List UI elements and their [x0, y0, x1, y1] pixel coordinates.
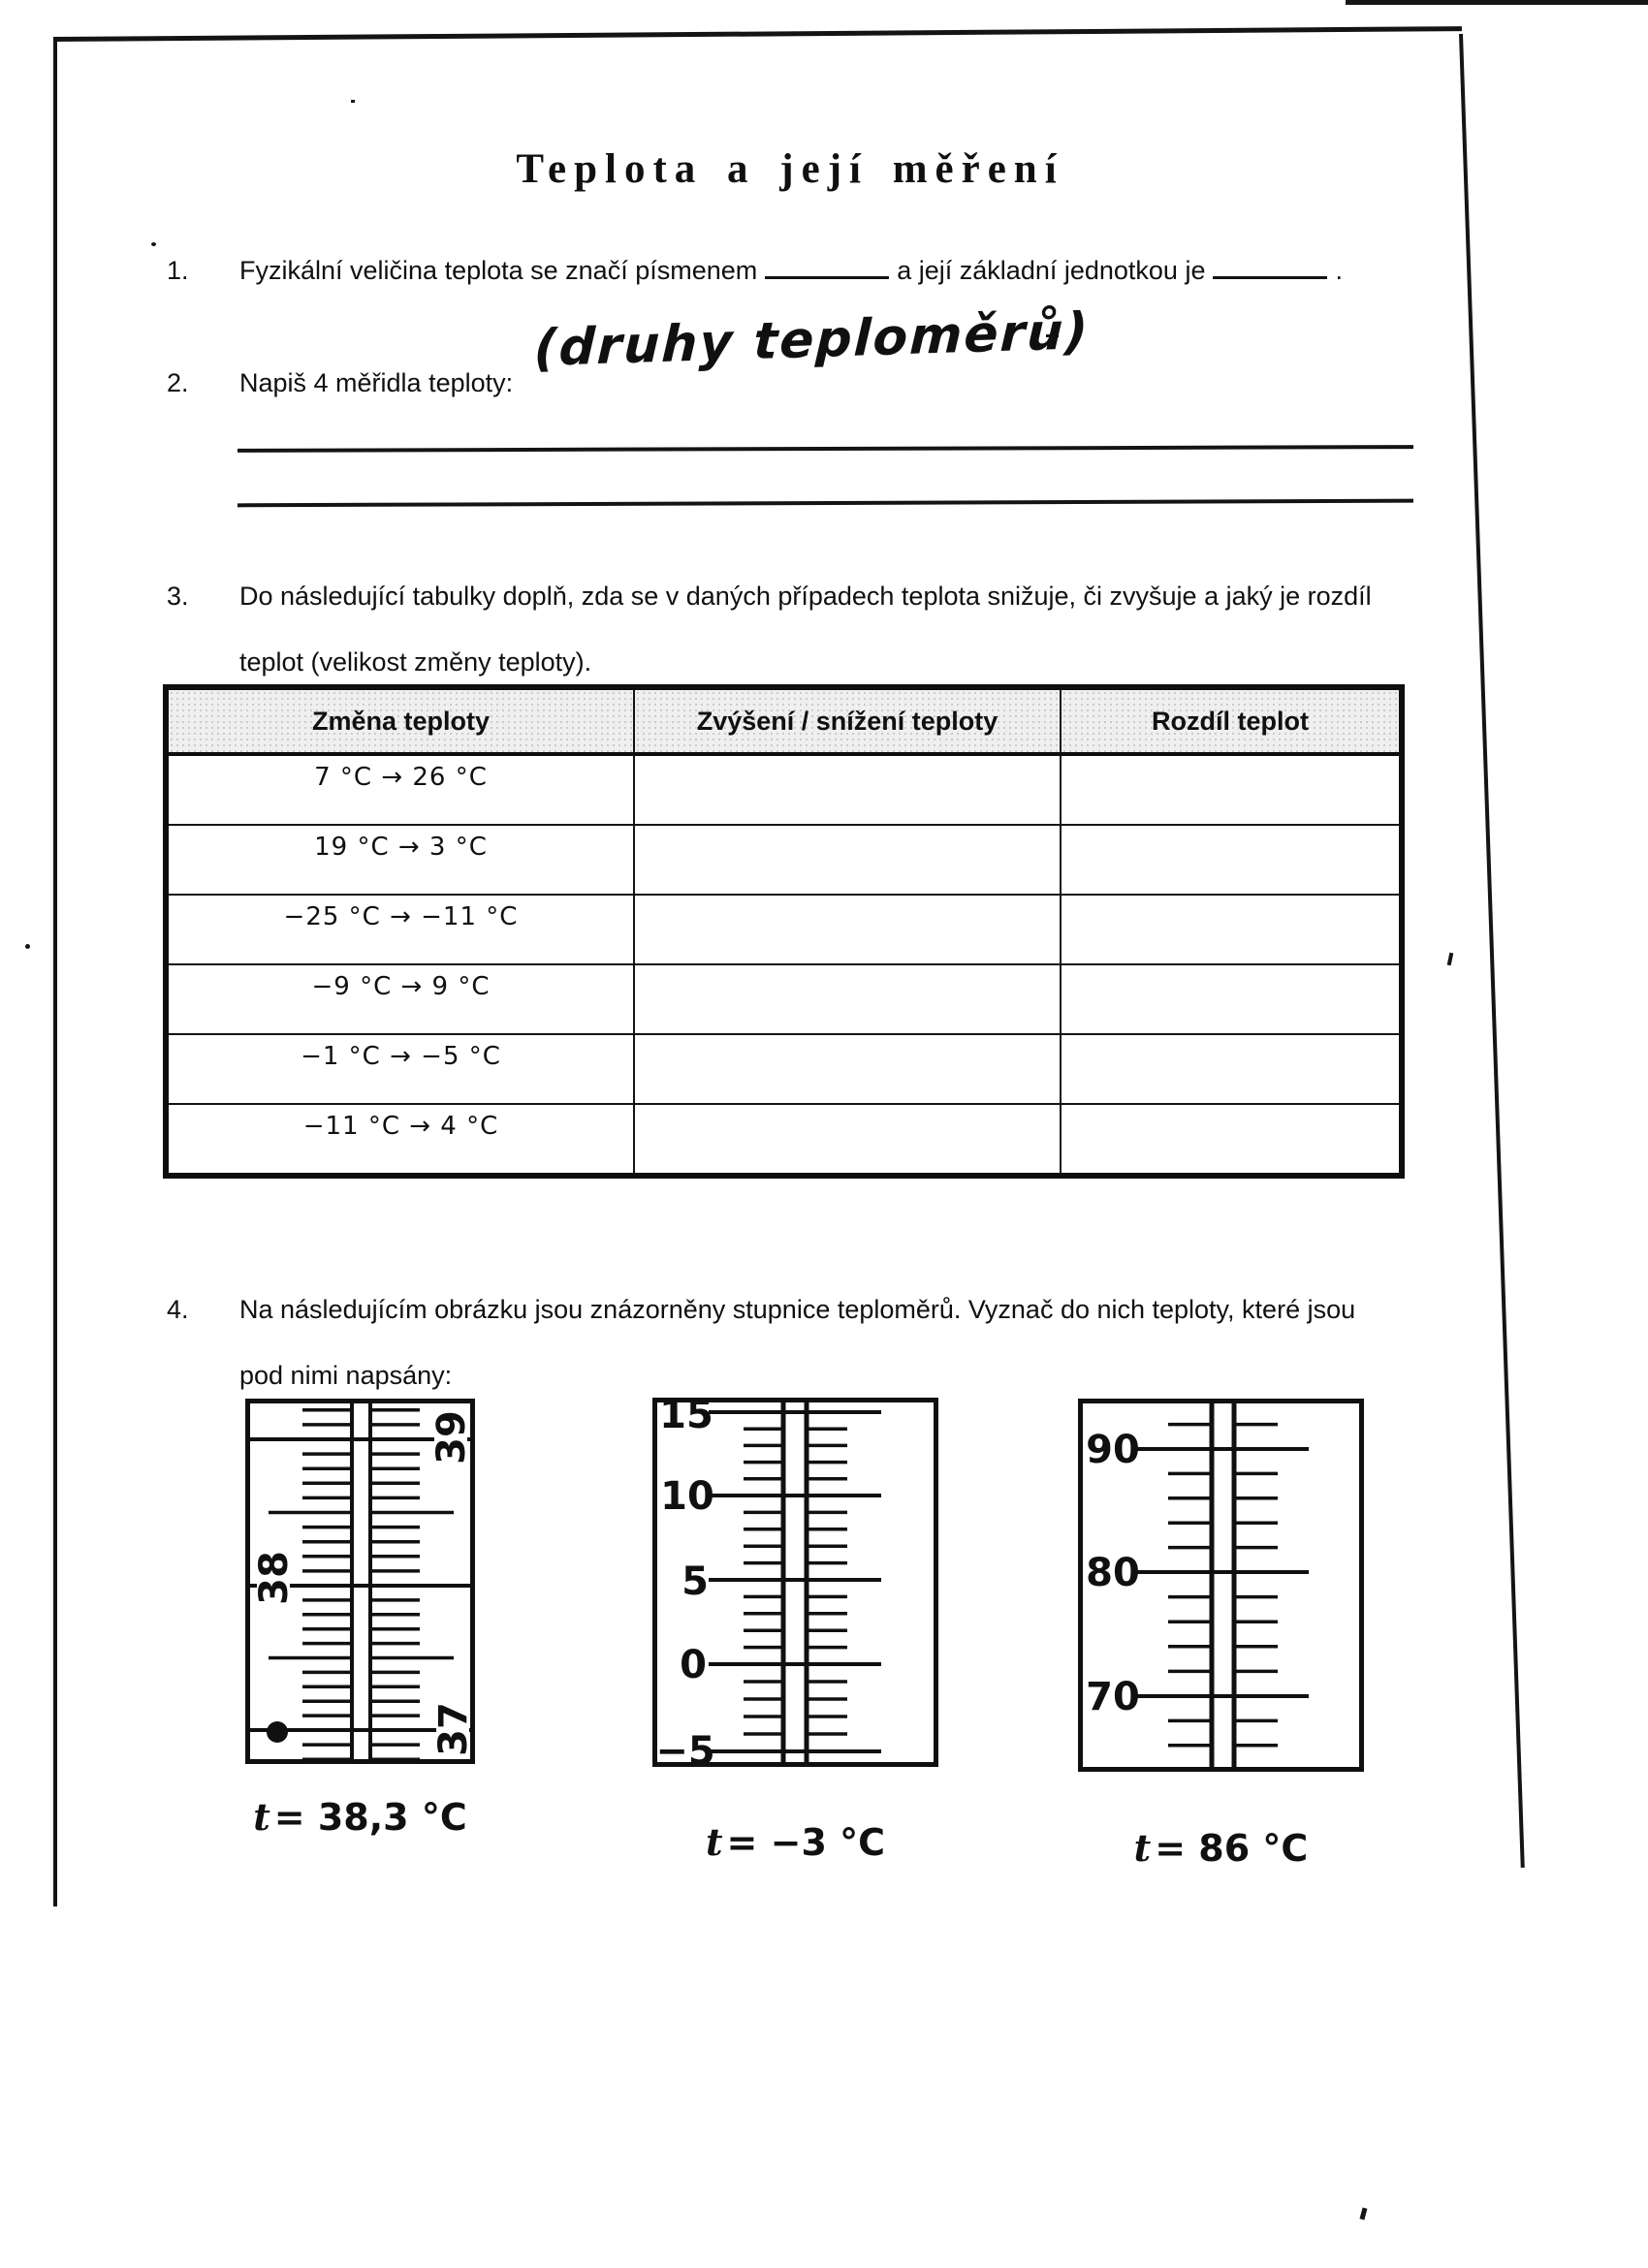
question-4-line2: pod nimi napsány:: [239, 1361, 453, 1390]
question-3-line2: teplot (velikost změny teploty).: [239, 647, 592, 677]
question-2: [167, 366, 1466, 399]
scale-number-label: 38: [252, 1551, 297, 1605]
caption-value: = 38,3 °C: [273, 1796, 467, 1839]
scale-number-label: 90: [1086, 1428, 1140, 1472]
handwritten-note: (druhy teploměrů): [532, 301, 1092, 379]
question-1-number: 1.: [167, 256, 189, 285]
question-2-number: 2.: [167, 368, 189, 397]
question-2-text: Napiš 4 měřidla teploty:: [239, 368, 514, 397]
caption-symbol: t: [705, 1820, 723, 1864]
temperature-change-cell: 7 °C → 26 °C: [166, 754, 634, 825]
difference-answer-cell: [1061, 754, 1402, 825]
temperature-change-cell: −9 °C → 9 °C: [166, 964, 634, 1034]
thermometer-caption-1: [245, 1795, 475, 1839]
question-3-line1: Do následující tabulky doplň, zda se v daných případech teplota snižuje, či zvyšuje a jaký je rozdíl: [239, 582, 1372, 611]
temperature-change-cell: −25 °C → −11 °C: [166, 895, 634, 964]
direction-answer-cell: [634, 964, 1061, 1034]
scale-number-label: 70: [1086, 1675, 1140, 1719]
scan-artifact: [1447, 953, 1454, 966]
question-3-number: 3.: [167, 582, 189, 611]
thermometer-scale-drawing: [245, 1399, 475, 1764]
question-4-text: [239, 1293, 1355, 1392]
direction-answer-cell: [634, 754, 1061, 825]
question-1-part2: a její základní jednotkou je: [897, 256, 1206, 285]
column-header-change: Změna teploty: [166, 687, 634, 754]
temperature-change-cell: −11 °C → 4 °C: [166, 1104, 634, 1176]
scale-number-label: 37: [431, 1702, 475, 1756]
scan-artifact: [25, 944, 30, 949]
thermometer-clinical-figure: [245, 1399, 475, 1769]
answer-line-1: [238, 445, 1413, 453]
scale-number-label: 0: [680, 1643, 707, 1687]
difference-answer-cell: [1061, 1034, 1402, 1104]
table-row: [166, 754, 1402, 825]
scale-number-label: 15: [659, 1398, 713, 1437]
direction-answer-cell: [634, 895, 1061, 964]
direction-answer-cell: [634, 1104, 1061, 1176]
temperature-change-cell: −1 °C → −5 °C: [166, 1034, 634, 1104]
question-4-number: 4.: [167, 1295, 189, 1324]
table-row: [166, 1104, 1402, 1176]
question-1-part1: Fyzikální veličina teplota se značí písmenem: [239, 256, 758, 285]
question-4-line1: Na následujícím obrázku jsou znázorněny stupnice teploměrů. Vyznač do nich teploty, které jsou: [239, 1295, 1356, 1324]
fill-in-blank-unit: [1213, 271, 1327, 279]
question-3-text: [239, 580, 1372, 678]
scale-number-label: −5: [655, 1729, 715, 1767]
table-row: [166, 895, 1402, 964]
column-header-direction: Zvýšení / snížení teploty: [634, 687, 1061, 754]
scan-artifact: [151, 242, 156, 246]
page-border-left: [53, 39, 57, 1906]
answer-line-2: [238, 499, 1413, 508]
table-header-row: [166, 687, 1402, 754]
worksheet-title: Teplota a její měření: [516, 146, 1064, 192]
caption-symbol: t: [253, 1795, 270, 1839]
caption-value: = −3 °C: [726, 1821, 886, 1864]
column-header-difference: Rozdíl teplot: [1061, 687, 1402, 754]
scale-number-label: 39: [429, 1410, 474, 1465]
scan-artifact: [1360, 2208, 1368, 2221]
mercury-dot: [267, 1721, 288, 1743]
thermometer-scale-drawing: [652, 1398, 938, 1767]
scale-number-label: 10: [660, 1474, 714, 1519]
caption-symbol: t: [1133, 1826, 1152, 1870]
question-4: [167, 1293, 1466, 1392]
difference-answer-cell: [1061, 825, 1402, 895]
scan-artifact: [1346, 0, 1648, 5]
thermometer-caption-3: [1078, 1826, 1364, 1870]
scale-number-label: 5: [681, 1559, 709, 1604]
page-border-right: [1459, 34, 1525, 1868]
question-1-period: .: [1335, 256, 1343, 285]
question-3: [167, 580, 1466, 678]
table-row: [166, 825, 1402, 895]
table-row: [166, 1034, 1402, 1104]
thermometer-scale-drawing: [1078, 1399, 1364, 1772]
thermometer-caption-2: [652, 1820, 938, 1864]
difference-answer-cell: [1061, 964, 1402, 1034]
scan-artifact: [351, 100, 355, 103]
question-1-text: [239, 254, 1343, 287]
direction-answer-cell: [634, 1034, 1061, 1104]
question-1: [167, 254, 1466, 287]
thermometer-high-range-figure: [1078, 1399, 1364, 1777]
temperature-table: [163, 684, 1405, 1179]
scale-number-label: 80: [1086, 1551, 1140, 1595]
direction-answer-cell: [634, 825, 1061, 895]
caption-value: = 86 °C: [1155, 1827, 1309, 1870]
fill-in-blank-letter: [765, 271, 889, 279]
temperature-change-cell: 19 °C → 3 °C: [166, 825, 634, 895]
difference-answer-cell: [1061, 1104, 1402, 1176]
table-row: [166, 964, 1402, 1034]
thermometer-outdoor-figure: [652, 1398, 938, 1772]
page-border-top: [53, 26, 1462, 42]
difference-answer-cell: [1061, 895, 1402, 964]
